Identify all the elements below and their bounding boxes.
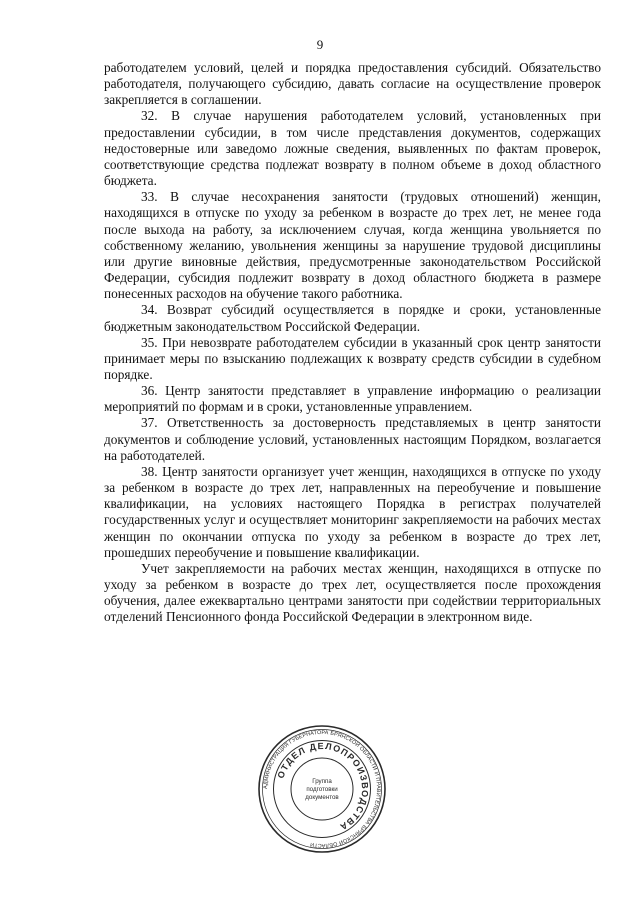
paragraph-35: 35. При невозврате работодателем субсидии в указанный срок центр занятости принимает меры по взысканию подлежащих к возврату средств субсидии в судебном порядке. bbox=[104, 334, 601, 382]
page-number: 9 bbox=[316, 37, 324, 52]
office-stamp bbox=[257, 724, 387, 854]
paragraph-33: 33. В случае несохранения занятости (трудовых отношений) женщин, находящихся в отпуске по уходу за ребенком в возрасте до трех лет, не менее года после выхода на работу, за исключением случая, когда женщина увольняется по собственному желанию, увольнения женщины за нарушение трудовой дисциплины или другие виновные действия, предусмотренные законодательством Российской Федерации, субсидия подлежит возврату в доход областного бюджета в размере понесенных расходов на обучение такого работника. bbox=[104, 189, 601, 302]
stamp-center-line-3: документов bbox=[305, 794, 339, 801]
document-body bbox=[104, 60, 601, 625]
stamp-inner-text: ОТДЕЛ ДЕЛОПРОИЗВОДСТВА bbox=[275, 740, 371, 833]
paragraph-continuation: работодателем условий, целей и порядка предоставления субсидий. Обязательство работодателя, получающего субсидию, давать согласие на осуществление проверок закрепляется в соглашении. bbox=[104, 60, 601, 108]
paragraph-36: 36. Центр занятости представляет в управление информацию о реализации мероприятий по формам и в сроки, установленные управлением. bbox=[104, 383, 601, 415]
stamp-center-line-1: Группа bbox=[312, 778, 332, 785]
stamp-center-line-2: подготовки bbox=[306, 786, 338, 793]
paragraph-38: 38. Центр занятости организует учет женщин, находящихся в отпуске по уходу за ребенком в возрасте до трех лет, направленных на переобучение и повышение квалификации, на условиях настоящего Порядка в регистрах получателей государственных услуг и осуществляет мониторинг закрепляемости на рабочих местах женщин по окончании отпуска по уходу за ребенком в возрасте до трех лет, прошедших переобучение и повышение квалификации. bbox=[104, 463, 601, 560]
stamp-outer-text: АДМИНИСТРАЦИЯ ГУБЕРНАТОРА БРЯНСКОЙ ОБЛАСТИ И ПРАВИТЕЛЬСТВА БРЯНСКОЙ ОБЛАСТИ bbox=[262, 729, 382, 849]
paragraph-37: 37. Ответственность за достоверность представляемых в центр занятости документов и соблюдение условий, установленных настоящим Порядком, возлагается на работодателей. bbox=[104, 415, 601, 463]
paragraph-accounting: Учет закрепляемости на рабочих местах женщин, находящихся в отпуске по уходу за ребенком в возрасте до трех лет, осуществляется после прохождения обучения, далее ежеквартально центрами занятости при содействии территориальных отделений Пенсионного фонда Российской Федерации в электронном виде. bbox=[104, 560, 601, 625]
paragraph-34: 34. Возврат субсидий осуществляется в порядке и сроки, установленные бюджетным законодательством Российской Федерации. bbox=[104, 302, 601, 334]
paragraph-32: 32. В случае нарушения работодателем условий, установленных при предоставлении субсидии, в том числе представления документов, содержащих недостоверные или заведомо ложные сведения, выявленных по фактам проверок, соответствующие средства подлежат возврату в полном объеме в доход областного бюджета. bbox=[104, 108, 601, 189]
stamp-graphic bbox=[257, 724, 387, 854]
